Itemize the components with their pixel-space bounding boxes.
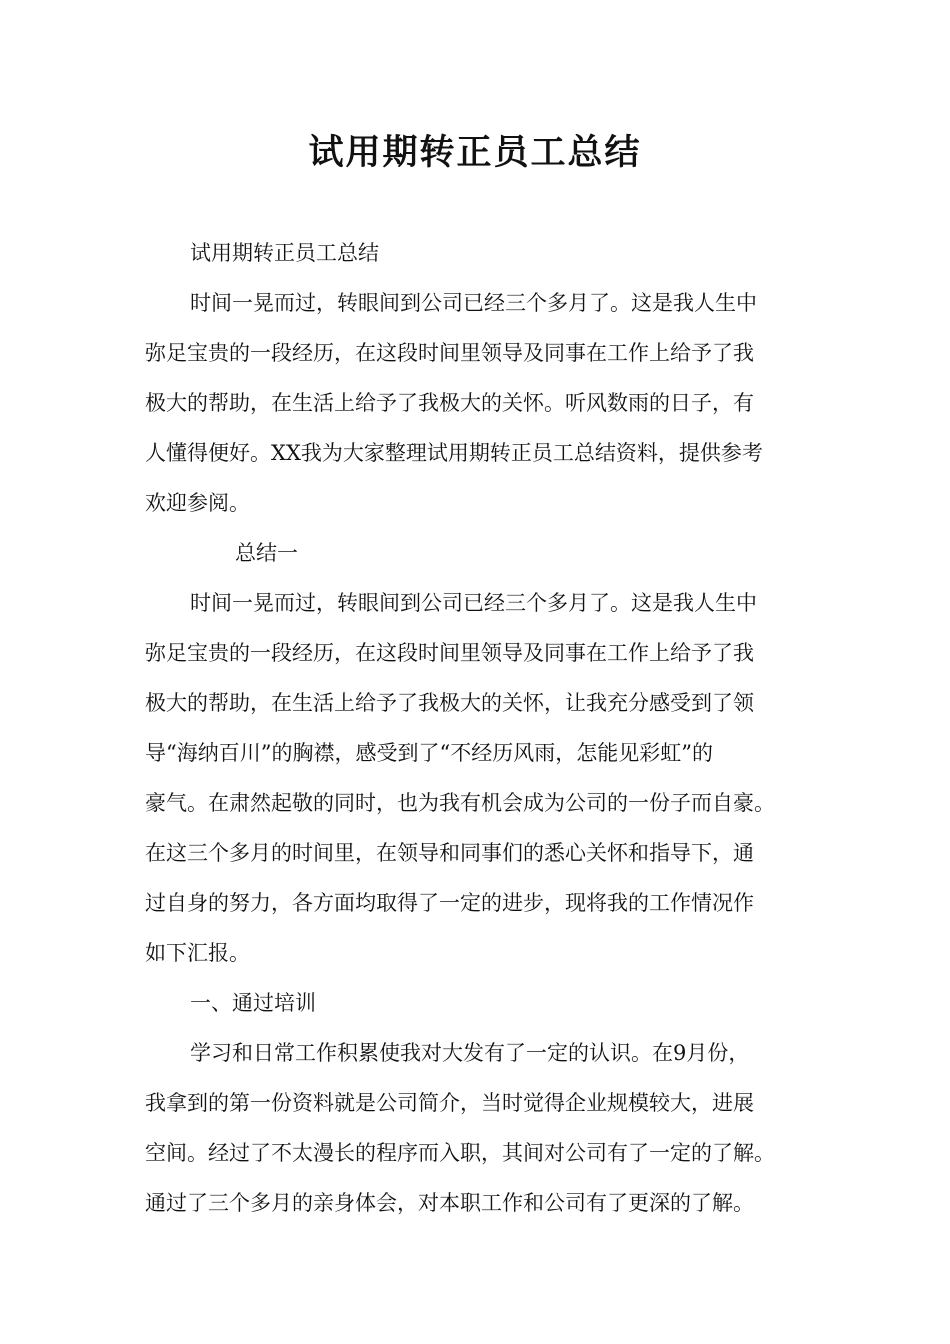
paragraph-line: 导“海纳百川”的胸襟，感受到了“不经历风雨，怎能见彩虹”的: [145, 741, 713, 765]
paragraph-line: 我拿到的第一份资料就是公司简介，当时觉得企业规模较大，进展: [145, 1091, 754, 1115]
document-body: [145, 228, 810, 1228]
section-heading: 一、通过培训: [190, 991, 316, 1015]
paragraph-line: 人懂得便好。XX我为大家整理试用期转正员工总结资料，提供参考: [145, 441, 763, 465]
paragraph-line: 极大的帮助，在生活上给予了我极大的关怀，让我充分感受到了领: [145, 691, 754, 715]
paragraph-line: 在这三个多月的时间里，在领导和同事们的悉心关怀和指导下，通: [145, 841, 754, 865]
paragraph-line: 弥足宝贵的一段经历，在这段时间里领导及同事在工作上给予了我: [145, 341, 754, 365]
paragraph-line: 时间一晃而过，转眼间到公司已经三个多月了。这是我人生中: [190, 591, 757, 615]
document-title: 试用期转正员工总结: [308, 133, 642, 173]
paragraph-line: 空间。经过了不太漫长的程序而入职，其间对公司有了一定的了解。: [145, 1141, 775, 1165]
subtitle-line: 试用期转正员工总结: [190, 241, 379, 265]
paragraph-line: 学习和日常工作积累使我对大发有了一定的认识。在9月份，: [190, 1041, 750, 1065]
section-heading: 总结一: [235, 541, 298, 565]
paragraph-line: 时间一晃而过，转眼间到公司已经三个多月了。这是我人生中: [190, 291, 757, 315]
paragraph-line: 过自身的努力，各方面均取得了一定的进步，现将我的工作情况作: [145, 891, 754, 915]
paragraph-line: 通过了三个多月的亲身体会，对本职工作和公司有了更深的了解。: [145, 1191, 754, 1215]
paragraph-line: 极大的帮助，在生活上给予了我极大的关怀。听风数雨的日子，有: [145, 391, 754, 415]
paragraph-line: 弥足宝贵的一段经历，在这段时间里领导及同事在工作上给予了我: [145, 641, 754, 665]
paragraph-line: 如下汇报。: [145, 941, 250, 965]
paragraph-line: 欢迎参阅。: [145, 491, 250, 515]
paragraph-line: 豪气。在肃然起敬的同时，也为我有机会成为公司的一份子而自豪。: [145, 791, 775, 815]
